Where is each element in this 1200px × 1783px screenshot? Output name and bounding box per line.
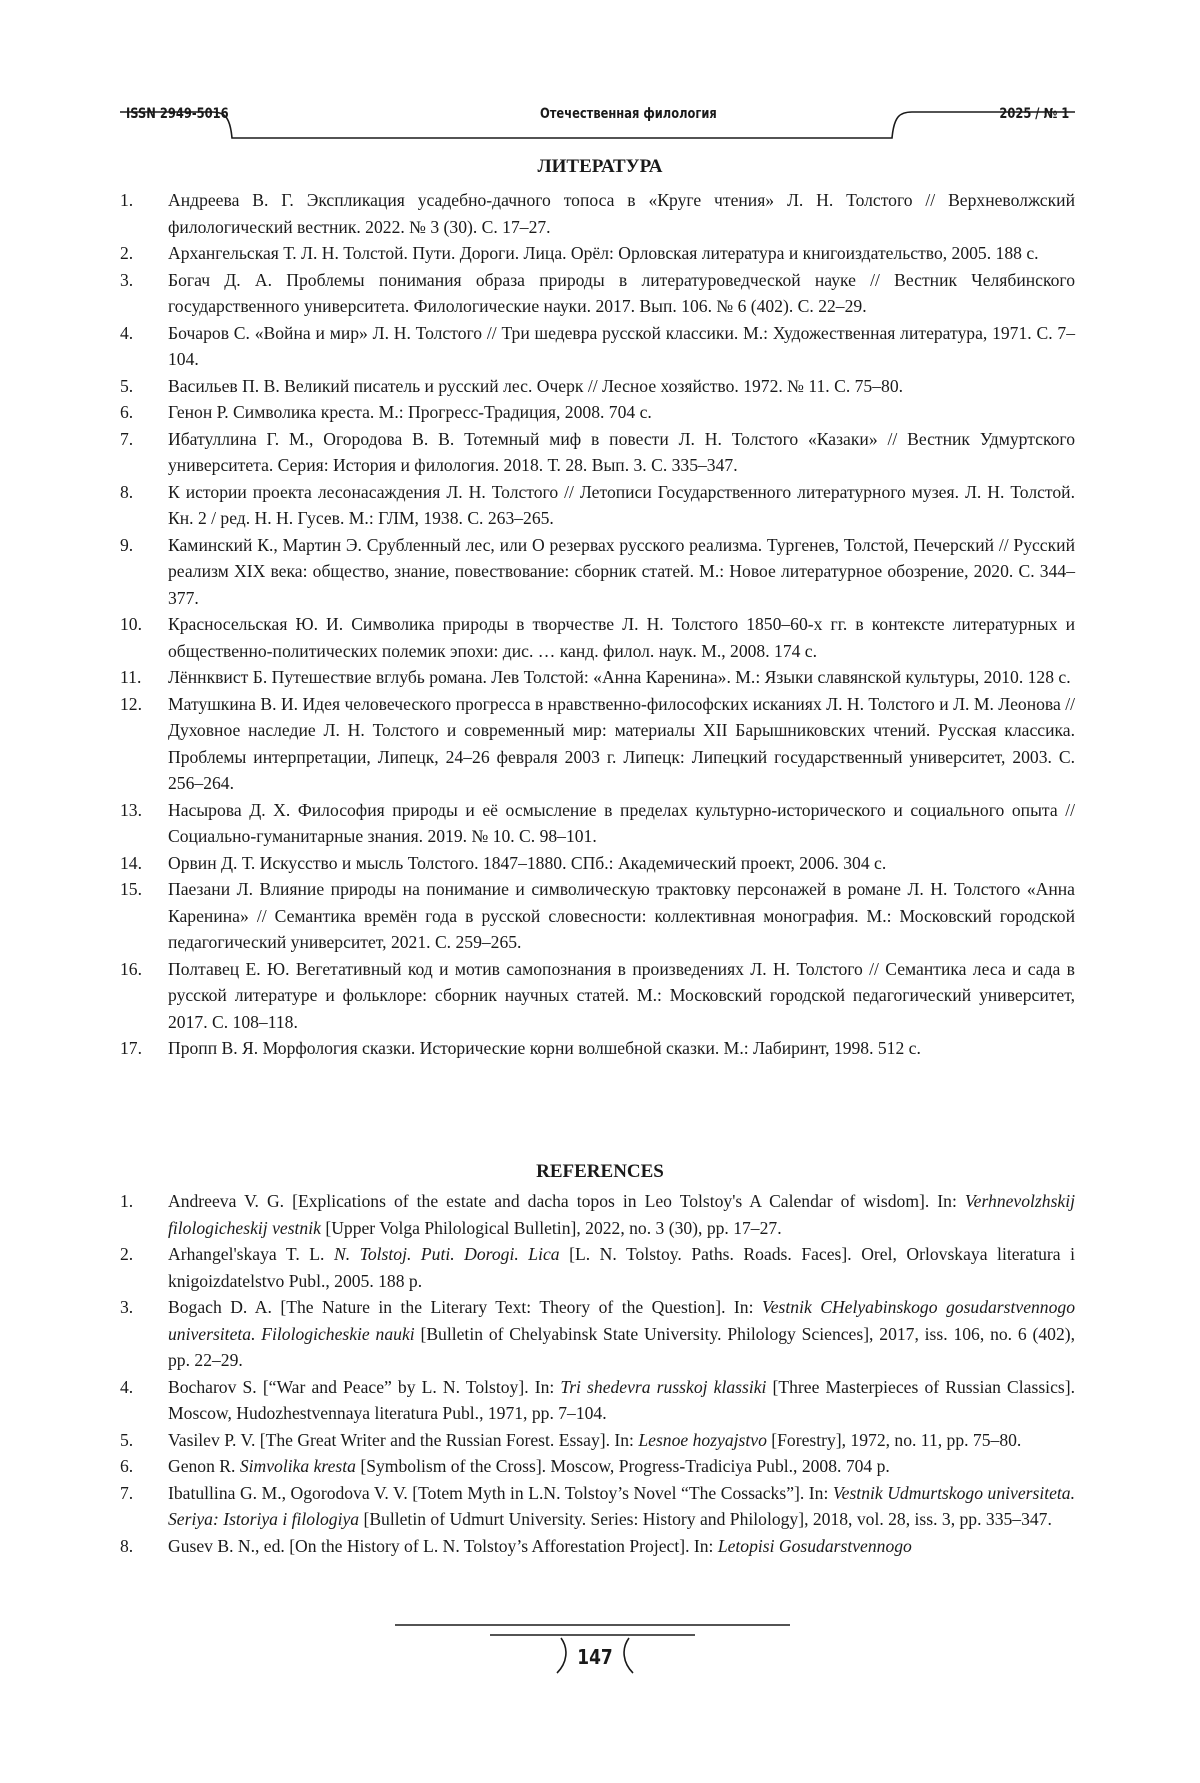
entry-text: Бочаров С. «Война и мир» Л. Н. Толстого // Три шедевра русской классики. М.: Художественная литература, 1971. С. 7–104. <box>168 322 1075 369</box>
bibliography-entry <box>120 399 1075 426</box>
entry-number: 10. <box>120 614 142 634</box>
entry-text: Пропп В. Я. Морфология сказки. Исторические корни волшебной сказки. М.: Лабиринт, 1998. 512 с. <box>168 1038 921 1058</box>
bibliography-entry <box>120 1533 1075 1560</box>
entry-text: Архангельская Т. Л. Н. Толстой. Пути. Дороги. Лица. Орёл: Орловская литература и книгоиздательство, 2005. 188 с. <box>168 243 1039 263</box>
entry-text-italic: Verhnevolzhskij filologicheskij vestnik <box>168 1191 1075 1238</box>
entry-text <box>168 1453 1075 1480</box>
bibliography-entry <box>120 797 1075 850</box>
entry-text: Васильев П. В. Великий писатель и русский лес. Очерк // Лесное хозяйство. 1972. № 11. С. 75–80. <box>168 375 904 396</box>
journal-title: Отечественная филология <box>540 106 717 122</box>
entry-text-segment: [Bulletin of Chelyabinsk State University. Philology Sciences], 2017, iss. 106, no. 6 (402), pp. 22–29. <box>168 1323 1075 1370</box>
bibliography-entry <box>120 664 1075 691</box>
entry-text-italic: Tri shedevra russkoj klassiki <box>560 1376 767 1397</box>
entry-text <box>168 1241 1075 1294</box>
bibliography-entry <box>120 1188 1075 1241</box>
entry-text: Красносельская Ю. И. Символика природы в творчестве Л. Н. Толстого 1850–60-х гг. в контексте литературных и общественно-политических полемик эпохи: дис. … канд. филол. наук. М., 2008. 174 с. <box>168 614 1075 661</box>
entry-text-italic: Lesnoe hozyajstvo <box>638 1429 767 1450</box>
bibliography-entry <box>120 267 1075 320</box>
bibliography-entry <box>120 1241 1075 1294</box>
entry-text-segment: Bogach D. A. [The Nature in the Literary Text: Theory of the Question]. In: <box>168 1297 762 1317</box>
bibliography-entry <box>120 1480 1075 1533</box>
entry-number: 8. <box>120 481 134 502</box>
entry-text: Андреева В. Г. Экспликация усадебно-дачного топоса в «Круге чтения» Л. Н. Толстого // Верхневолжский филологический вестник. 2022. № 3 (30). С. 17–27. <box>168 190 1075 237</box>
entry-text: Полтавец Е. Ю. Вегетативный код и мотив самопознания в произведениях Л. Н. Толстого // Семантика леса и сада в русской литературе и фольклоре: сборник научных статей. М.: Московский городской педагогический университет, 2017. С. 108–118. <box>168 958 1075 1032</box>
entry-text <box>168 1294 1075 1374</box>
entry-number: 13. <box>120 799 142 820</box>
entry-text: Лённквист Б. Путешествие вглубь романа. Лев Толстой: «Анна Каренина». М.: Языки славянской культуры, 2010. 128 с. <box>168 667 1071 687</box>
entry-text <box>168 1188 1075 1241</box>
entry-number: 3. <box>120 269 134 290</box>
entry-number: 1. <box>120 1191 134 1211</box>
references-heading: REFERENCES <box>536 1161 664 1182</box>
bibliography-entry <box>120 1453 1075 1480</box>
entry-text-italic: Vestnik CHelyabinskogo gosudarstvennogo universiteta. Filologicheskie nauki <box>168 1297 1075 1344</box>
entry-text-segment: Andreeva V. G. [Explications of the estate and dacha topos in Leo Tolstoy's A Calendar of wisdom]. In: <box>168 1191 965 1211</box>
entry-number: 7. <box>120 1482 134 1503</box>
bibliography-entry <box>120 1035 1075 1062</box>
entry-number: 2. <box>120 1244 134 1264</box>
entry-text-segment: [Forestry], 1972, no. 11, pp. 75–80. <box>766 1429 1022 1450</box>
entry-text-italic: Letopisi Gosudarstvennogo <box>717 1535 912 1556</box>
entry-number: 2. <box>120 243 134 263</box>
page-footer <box>395 1623 795 1683</box>
entry-text-segment: [L. N. Tolstoy. Paths. Roads. Faces]. Orel, Orlovskaya literatura i knigoizdatelstvo Publ., 2005. 188 p. <box>168 1244 1075 1291</box>
entry-number: 5. <box>120 375 134 396</box>
entry-text-segment: Ibatullina G. M., Ogorodova V. V. [Totem Myth in L.N. Tolstoy’s Novel “The Cossacks”]. In: <box>168 1482 833 1503</box>
running-header <box>120 88 1075 140</box>
entry-text: Ибатуллина Г. М., Огородова В. В. Тотемный миф в повести Л. Н. Толстого «Казаки» // Вестник Удмуртского университета. Серия: История и филология. 2018. Т. 28. Вып. 3. С. 335–347. <box>168 428 1075 475</box>
entry-number: 5. <box>120 1429 134 1450</box>
bibliography-entry <box>120 1294 1075 1374</box>
entry-text-italic: N. Tolstoj. Puti. Dorogi. Lica <box>334 1244 560 1264</box>
issn: ISSN 2949-5016 <box>126 106 229 122</box>
entry-text <box>168 1374 1075 1427</box>
bibliography-entry <box>120 876 1075 956</box>
bibliography-entry <box>120 240 1075 267</box>
bibliography-entry <box>120 187 1075 240</box>
entry-text: Генон Р. Символика креста. М.: Прогресс-Традиция, 2008. 704 с. <box>168 402 652 422</box>
entry-number: 7. <box>120 428 134 449</box>
bibliography-entry <box>120 691 1075 797</box>
bibliography-entry <box>120 426 1075 479</box>
references-list <box>120 1188 1075 1559</box>
entry-text: Насырова Д. Х. Философия природы и её осмысление в пределах культурно-исторического и социального опыта // Социально-гуманитарные знания. 2019. № 10. С. 98–101. <box>168 799 1075 846</box>
entry-number: 16. <box>120 958 142 979</box>
entry-text-segment: Genon R. <box>168 1456 240 1476</box>
entry-text: Паезани Л. Влияние природы на понимание и символическую трактовку персонажей в романе Л. Н. Толстого «Анна Каренина» // Семантика времён года в русской словесности: коллективная монография. М.: Московский городской педагогический университет, 2021. С. 259–265. <box>168 879 1075 952</box>
entry-text: Богач Д. А. Проблемы понимания образа природы в литературоведческой науке // Вестник Челябинского государственного университета. Филологические науки. 2017. Вып. 106. № 6 (402). С. 22–29. <box>168 269 1075 316</box>
entry-text: Орвин Д. Т. Искусство и мысль Толстого. 1847–1880. СПб.: Академический проект, 2006. 304 с. <box>168 852 887 873</box>
page-number: 147 <box>577 1645 613 1669</box>
bibliography-entry <box>120 320 1075 373</box>
entry-number: 3. <box>120 1297 134 1317</box>
entry-number: 6. <box>120 402 134 422</box>
entry-text-italic: Simvolika kresta <box>239 1456 356 1476</box>
entry-text-segment: [Three Masterpieces of Russian Classics]. Moscow, Hudozhestvennaya literatura Publ., 1971, pp. 7–104. <box>168 1376 1075 1423</box>
entry-number: 6. <box>120 1456 134 1476</box>
bibliography-entry <box>120 956 1075 1036</box>
entry-text-segment: [Bulletin of Udmurt University. Series: History and Philology], 2018, vol. 28, iss. 3, pp. 335–347. <box>359 1509 1052 1529</box>
entry-number: 15. <box>120 879 142 899</box>
entry-number: 11. <box>120 667 142 687</box>
entry-text-segment: [Upper Volga Philological Bulletin], 2022, no. 3 (30), pp. 17–27. <box>320 1217 782 1238</box>
entry-text <box>168 1480 1075 1533</box>
bibliography-entry <box>120 1374 1075 1427</box>
entry-text <box>168 1533 1075 1560</box>
entry-number: 9. <box>120 534 134 555</box>
entry-number: 12. <box>120 693 142 714</box>
bibliography-entry <box>120 373 1075 400</box>
entry-text: Матушкина В. И. Идея человеческого прогресса в нравственно-философских исканиях Л. Н. Толстого и Л. М. Леонова // Духовное наследие Л. Н. Толстого и современный мир: материалы XII Барышниковских чтений. Русская классика. Проблемы интерпретации, Липецк, 24–26 февраля 2003 г. Липецк: Липецкий государственный университет, 2003. С. 256–264. <box>168 693 1075 793</box>
entry-text <box>168 1427 1075 1454</box>
bibliography-entry <box>120 532 1075 612</box>
entry-text-segment: [Symbolism of the Cross]. Moscow, Progress-Tradiciya Publ., 2008. 704 p. <box>355 1456 890 1476</box>
entry-text-segment: Vasilev P. V. [The Great Writer and the Russian Forest. Essay]. In: <box>168 1429 639 1450</box>
entry-text-segment: Arhangel'skaya T. L. <box>168 1244 334 1264</box>
entry-number: 1. <box>120 190 134 210</box>
bibliography-entry <box>120 479 1075 532</box>
literature-heading: ЛИТЕРАТУРА <box>537 156 663 177</box>
entry-text-segment: Bocharov S. [“War and Peace” by L. N. Tolstoy]. In: <box>168 1376 561 1397</box>
entry-number: 14. <box>120 852 142 873</box>
bibliography-entry <box>120 611 1075 664</box>
entry-number: 8. <box>120 1535 134 1556</box>
entry-number: 17. <box>120 1038 142 1058</box>
entry-number: 4. <box>120 322 134 343</box>
entry-text: К истории проекта лесонасаждения Л. Н. Толстого // Летописи Государственного литературного музея. Л. Н. Толстой. Кн. 2 / ред. Н. Н. Гусев. М.: ГЛМ, 1938. С. 263–265. <box>168 481 1075 528</box>
literature-list <box>120 187 1075 1062</box>
bibliography-entry <box>120 1427 1075 1454</box>
entry-text: Каминский К., Мартин Э. Срубленный лес, или О резервах русского реализма. Тургенев, Толстой, Печерский // Русский реализм XIX века: общество, знание, повествование: сборник статей. М.: Новое литературное обозрение, 2020. С. 344–377. <box>168 534 1075 608</box>
entry-text-italic: Vestnik Udmurtskogo universiteta. Seriya: Istoriya i filologiya <box>168 1482 1075 1529</box>
bibliography-entry <box>120 850 1075 877</box>
entry-text-segment: Gusev B. N., ed. [On the History of L. N. Tolstoy’s Afforestation Project]. In: <box>168 1535 718 1556</box>
entry-number: 4. <box>120 1376 134 1397</box>
issue-number: 2025 / № 1 <box>999 106 1069 122</box>
